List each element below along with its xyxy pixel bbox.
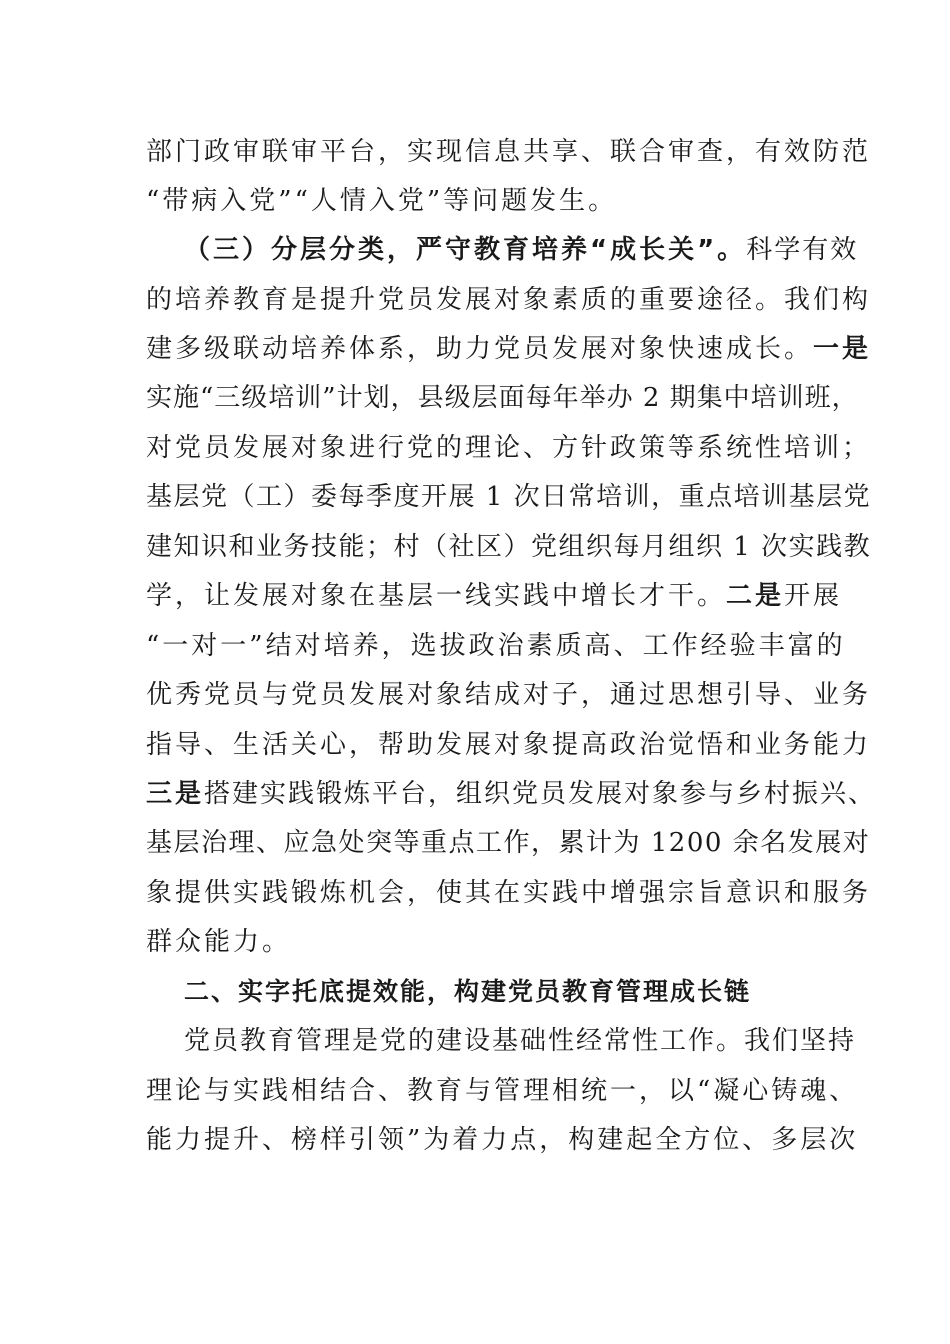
subheading-bold: （三）分层分类，严守教育培养“成长关”。 bbox=[184, 235, 747, 265]
body-text-line bbox=[146, 576, 843, 616]
body-text-line bbox=[146, 1120, 859, 1160]
text-span: 能力提升、榜样引领”为着力点，构建起全方位、多层次 bbox=[146, 1125, 859, 1155]
section-subheading-line bbox=[184, 230, 864, 270]
text-span: 学，让发展对象在基层一线实践中增长才干。 bbox=[146, 581, 727, 611]
body-text-line bbox=[146, 428, 872, 468]
text-span: 科学有效 bbox=[746, 235, 859, 265]
body-text-line bbox=[146, 378, 859, 418]
body-text-line bbox=[146, 1071, 859, 1111]
body-text-line bbox=[146, 922, 826, 962]
heading-text: 二、实字托底提效能，构建党员教育管理成长链 bbox=[184, 977, 752, 1006]
body-text-line bbox=[146, 132, 872, 172]
body-text-line bbox=[146, 527, 872, 567]
text-span: 指导、生活关心，帮助发展对象提高政治觉悟和业务能力 bbox=[146, 730, 872, 760]
text-span: 实施“三级培训”计划，县级层面每年举办 2 期集中培训班， bbox=[146, 383, 859, 413]
text-span: 建多级联动培养体系，助力党员发展对象快速成长。 bbox=[146, 334, 814, 364]
bold-marker: 三是 bbox=[146, 779, 205, 809]
bold-marker: 一是 bbox=[813, 334, 872, 364]
body-text-line bbox=[184, 1021, 864, 1061]
body-text-line bbox=[146, 626, 846, 666]
body-text-line bbox=[146, 280, 872, 320]
body-text-line bbox=[146, 329, 872, 369]
body-text-line bbox=[146, 873, 872, 913]
text-span: 理论与实践相结合、教育与管理相统一，以“凝心铸魂、 bbox=[146, 1076, 859, 1106]
text-span: 部门政审联审平台，实现信息共享、联合审查，有效防范 bbox=[146, 137, 872, 167]
text-span: 群众能力。 bbox=[146, 927, 292, 957]
section-heading bbox=[184, 972, 864, 1012]
text-span: 基层党（工）委每季度开展 1 次日常培训，重点培训基层党 bbox=[146, 482, 872, 512]
body-text-line bbox=[146, 774, 877, 814]
body-text-line bbox=[146, 823, 871, 863]
text-span: 对党员发展对象进行党的理论、方针政策等系统性培训； bbox=[146, 433, 872, 463]
body-text-line bbox=[146, 181, 826, 221]
text-span: “带病入党”“人情入党”等问题发生。 bbox=[146, 186, 618, 216]
text-span: 基层治理、应急处突等重点工作，累计为 1200 余名发展对 bbox=[146, 828, 871, 858]
text-span: 搭建实践锻炼平台，组织党员发展对象参与乡村振兴、 bbox=[204, 779, 877, 809]
text-span: 的培养教育是提升党员发展对象素质的重要途径。我们构 bbox=[146, 285, 872, 315]
body-text-line bbox=[146, 675, 872, 715]
text-span: 优秀党员与党员发展对象结成对子，通过思想引导、业务 bbox=[146, 680, 872, 710]
body-text-line bbox=[146, 477, 872, 517]
bold-marker: 二是 bbox=[726, 581, 785, 611]
body-text-line bbox=[146, 725, 872, 765]
text-span: 象提供实践锻炼机会，使其在实践中增强宗旨意识和服务 bbox=[146, 878, 872, 908]
text-span: 开展 bbox=[784, 581, 843, 611]
text-span: “一对一”结对培养，选拔政治素质高、工作经验丰富的 bbox=[146, 631, 846, 661]
text-span: 党员教育管理是党的建设基础性经常性工作。我们坚持 bbox=[184, 1026, 857, 1056]
text-span: 建知识和业务技能；村（社区）党组织每月组织 1 次实践教 bbox=[146, 532, 872, 562]
